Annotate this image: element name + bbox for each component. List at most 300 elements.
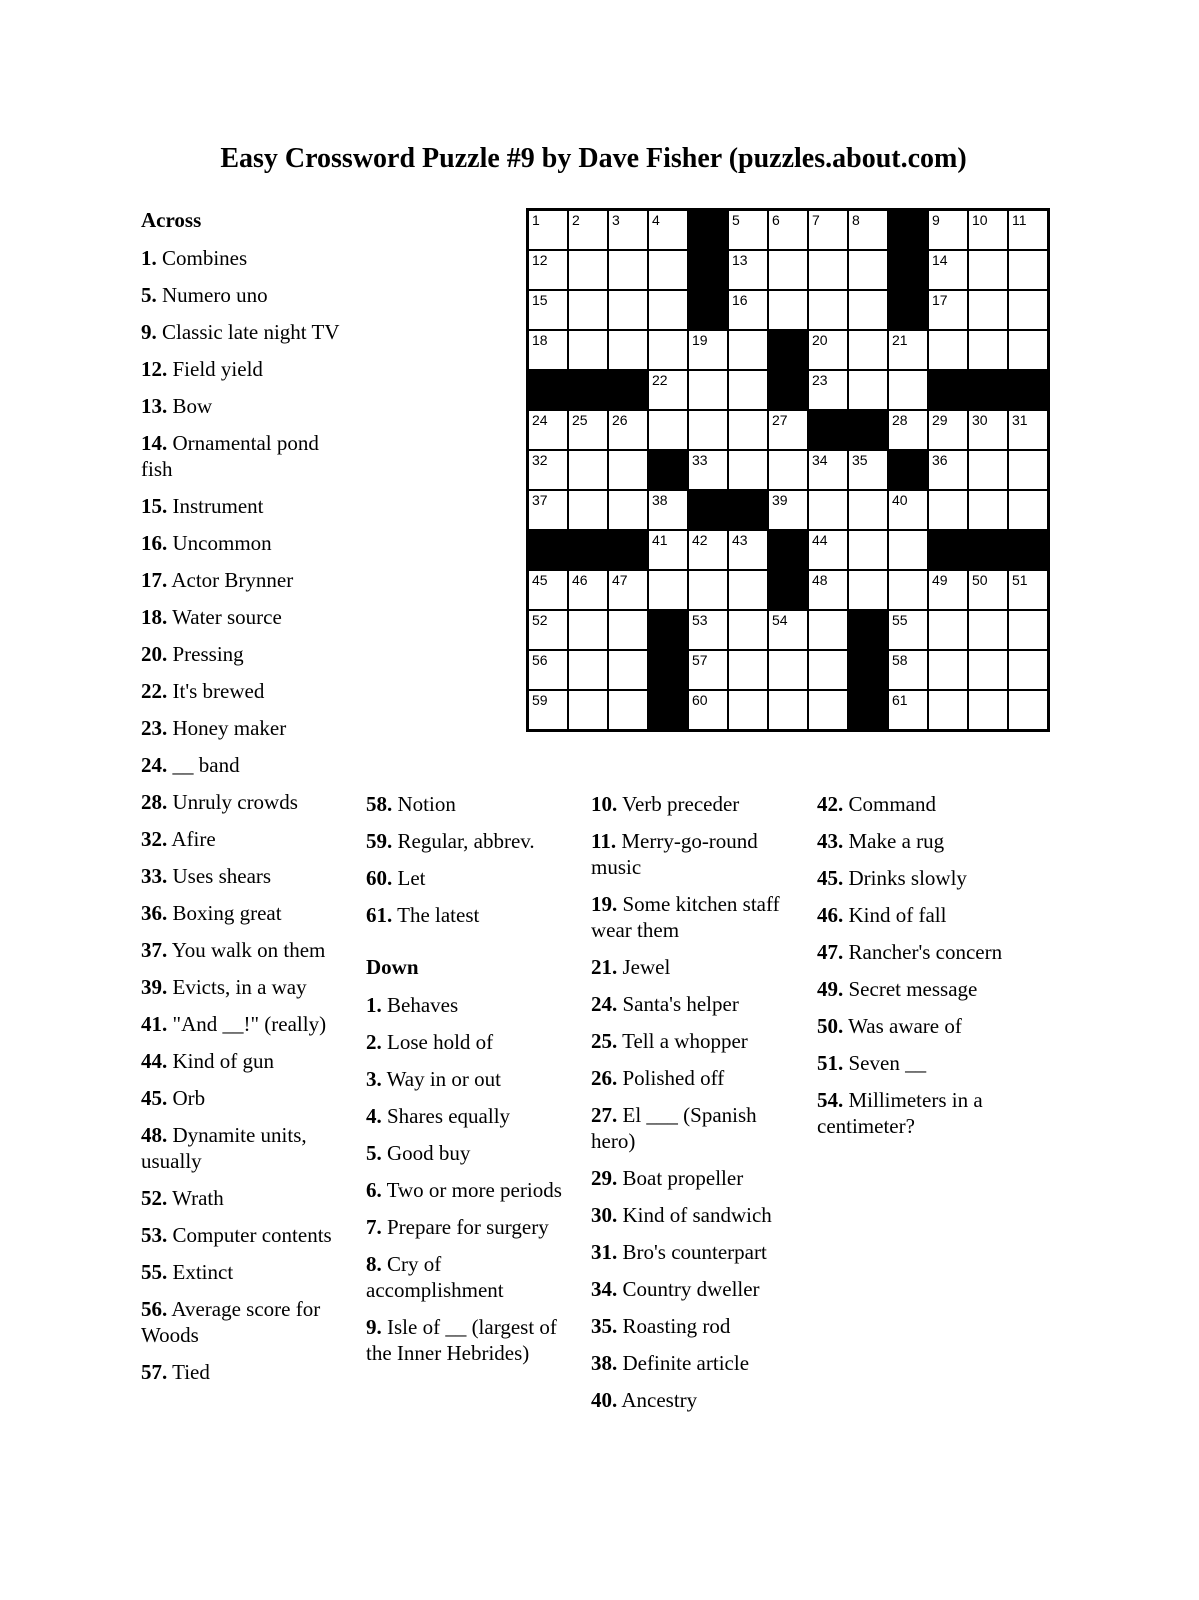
grid-cell-r5c10[interactable] — [888, 370, 928, 410]
cell-number: 25 — [572, 412, 588, 428]
grid-cell-r11c12[interactable] — [968, 610, 1008, 650]
clue-down-26 — [591, 1065, 801, 1091]
cell-number: 13 — [732, 252, 748, 268]
clue-down-30 — [591, 1202, 801, 1228]
clue-text: Kind of sandwich — [617, 1203, 772, 1227]
grid-cell-r5c6[interactable] — [728, 370, 768, 410]
grid-cell-r4c9[interactable] — [848, 330, 888, 370]
grid-black-cell — [528, 530, 568, 570]
grid-cell-r6c11[interactable] — [928, 410, 968, 450]
clue-across-56 — [141, 1296, 353, 1348]
grid-cell-r1c13[interactable] — [1008, 210, 1048, 250]
cell-number: 30 — [972, 412, 988, 428]
grid-cell-r4c6[interactable] — [728, 330, 768, 370]
cell-number: 45 — [532, 572, 548, 588]
grid-cell-r10c11[interactable] — [928, 570, 968, 610]
cell-number: 59 — [532, 692, 548, 708]
grid-cell-r8c10[interactable] — [888, 490, 928, 530]
grid-black-cell — [608, 530, 648, 570]
clue-text: Instrument — [167, 494, 264, 518]
cell-number: 10 — [972, 212, 988, 228]
clue-number: 36. — [141, 901, 168, 925]
clue-down-11 — [591, 828, 801, 880]
clue-number: 22. — [141, 679, 168, 703]
grid-cell-r9c4[interactable] — [648, 530, 688, 570]
grid-cell-r3c4[interactable] — [648, 290, 688, 330]
cell-number: 2 — [572, 212, 580, 228]
grid-cell-r8c13[interactable] — [1008, 490, 1048, 530]
grid-cell-r1c6[interactable] — [728, 210, 768, 250]
clue-number: 19. — [591, 892, 618, 916]
cell-number: 37 — [532, 492, 548, 508]
grid-cell-r8c8[interactable] — [808, 490, 848, 530]
grid-cell-r4c11[interactable] — [928, 330, 968, 370]
grid-cell-r4c12[interactable] — [968, 330, 1008, 370]
grid-cell-r11c6[interactable] — [728, 610, 768, 650]
clue-text: It's brewed — [167, 679, 265, 703]
grid-cell-r4c10[interactable] — [888, 330, 928, 370]
cell-number: 19 — [692, 332, 708, 348]
grid-cell-r3c13[interactable] — [1008, 290, 1048, 330]
clue-number: 10. — [591, 792, 618, 816]
clue-text: Way in or out — [381, 1067, 501, 1091]
clue-text: Ornamental pond fish — [141, 431, 319, 481]
grid-cell-r13c10[interactable] — [888, 690, 928, 730]
grid-black-cell — [1008, 530, 1048, 570]
cell-number: 3 — [612, 212, 620, 228]
grid-cell-r11c2[interactable] — [568, 610, 608, 650]
cell-number: 51 — [1012, 572, 1028, 588]
cell-number: 6 — [772, 212, 780, 228]
grid-cell-r12c11[interactable] — [928, 650, 968, 690]
grid-cell-r7c1[interactable] — [528, 450, 568, 490]
clue-text: Roasting rod — [617, 1314, 731, 1338]
clue-number: 35. — [591, 1314, 618, 1338]
clue-number: 13. — [141, 394, 168, 418]
cell-number: 56 — [532, 652, 548, 668]
clue-text: Evicts, in a way — [167, 975, 307, 999]
grid-cell-r2c8[interactable] — [808, 250, 848, 290]
grid-cell-r12c7[interactable] — [768, 650, 808, 690]
grid-cell-r3c11[interactable] — [928, 290, 968, 330]
clue-number: 21. — [591, 955, 618, 979]
clue-down-2 — [366, 1029, 568, 1055]
grid-cell-r6c5[interactable] — [688, 410, 728, 450]
clue-number: 5. — [141, 283, 157, 307]
grid-cell-r2c1[interactable] — [528, 250, 568, 290]
grid-cell-r1c7[interactable] — [768, 210, 808, 250]
grid-cell-r3c7[interactable] — [768, 290, 808, 330]
cell-number: 28 — [892, 412, 908, 428]
grid-cell-r1c8[interactable] — [808, 210, 848, 250]
cell-number: 18 — [532, 332, 548, 348]
grid-cell-r7c2[interactable] — [568, 450, 608, 490]
grid-cell-r6c3[interactable] — [608, 410, 648, 450]
grid-cell-r4c13[interactable] — [1008, 330, 1048, 370]
clue-text: Country dweller — [617, 1277, 760, 1301]
cell-number: 20 — [812, 332, 828, 348]
grid-cell-r10c10[interactable] — [888, 570, 928, 610]
clue-text: __ band — [167, 753, 240, 777]
cell-number: 33 — [692, 452, 708, 468]
grid-cell-r6c4[interactable] — [648, 410, 688, 450]
clue-text: Definite article — [617, 1351, 750, 1375]
grid-black-cell — [928, 370, 968, 410]
clue-number: 32. — [141, 827, 168, 851]
clue-text: Rancher's concern — [843, 940, 1003, 964]
clue-across-23 — [141, 715, 353, 741]
cell-number: 34 — [812, 452, 828, 468]
grid-cell-r2c7[interactable] — [768, 250, 808, 290]
grid-cell-r6c2[interactable] — [568, 410, 608, 450]
clue-across-52 — [141, 1185, 353, 1211]
grid-black-cell — [728, 490, 768, 530]
clue-down-10 — [591, 791, 801, 817]
grid-cell-r4c3[interactable] — [608, 330, 648, 370]
clue-text: Classic late night TV — [156, 320, 340, 344]
grid-cell-r10c9[interactable] — [848, 570, 888, 610]
clue-text: Jewel — [617, 955, 671, 979]
grid-cell-r3c3[interactable] — [608, 290, 648, 330]
cell-number: 15 — [532, 292, 548, 308]
grid-black-cell — [648, 610, 688, 650]
grid-cell-r7c8[interactable] — [808, 450, 848, 490]
grid-cell-r2c13[interactable] — [1008, 250, 1048, 290]
grid-cell-r12c10[interactable] — [888, 650, 928, 690]
clue-down-35 — [591, 1313, 801, 1339]
clue-number: 49. — [817, 977, 844, 1001]
cell-number: 60 — [692, 692, 708, 708]
clue-text: Pressing — [167, 642, 244, 666]
clue-number: 59. — [366, 829, 393, 853]
grid-cell-r7c5[interactable] — [688, 450, 728, 490]
grid-cell-r7c12[interactable] — [968, 450, 1008, 490]
grid-cell-r4c4[interactable] — [648, 330, 688, 370]
grid-cell-r8c3[interactable] — [608, 490, 648, 530]
clue-down-24 — [591, 991, 801, 1017]
grid-cell-r3c12[interactable] — [968, 290, 1008, 330]
clue-text: Kind of gun — [167, 1049, 274, 1073]
grid-cell-r4c1[interactable] — [528, 330, 568, 370]
crossword-grid — [526, 208, 1050, 732]
clue-text: Some kitchen staff wear them — [591, 892, 780, 942]
clue-number: 9. — [141, 320, 157, 344]
clue-text: Seven __ — [843, 1051, 927, 1075]
clue-number: 12. — [141, 357, 168, 381]
grid-cell-r12c5[interactable] — [688, 650, 728, 690]
grid-cell-r4c8[interactable] — [808, 330, 848, 370]
clue-across-36 — [141, 900, 353, 926]
grid-cell-r3c8[interactable] — [808, 290, 848, 330]
clue-across-53 — [141, 1222, 353, 1248]
grid-cell-r2c6[interactable] — [728, 250, 768, 290]
cell-number: 55 — [892, 612, 908, 628]
clue-text: Isle of __ (largest of the Inner Hebrides) — [366, 1315, 557, 1365]
clue-down-4 — [366, 1103, 568, 1129]
grid-cell-r7c7[interactable] — [768, 450, 808, 490]
cell-number: 17 — [932, 292, 948, 308]
grid-cell-r12c8[interactable] — [808, 650, 848, 690]
grid-cell-r1c11[interactable] — [928, 210, 968, 250]
clue-down-45 — [817, 865, 1017, 891]
clue-number: 43. — [817, 829, 844, 853]
clue-text: Unruly crowds — [167, 790, 298, 814]
grid-cell-r2c2[interactable] — [568, 250, 608, 290]
cell-number: 31 — [1012, 412, 1028, 428]
cell-number: 8 — [852, 212, 860, 228]
grid-cell-r10c2[interactable] — [568, 570, 608, 610]
grid-cell-r8c1[interactable] — [528, 490, 568, 530]
clue-down-8 — [366, 1251, 568, 1303]
grid-cell-r4c5[interactable] — [688, 330, 728, 370]
cell-number: 35 — [852, 452, 868, 468]
clue-number: 40. — [591, 1388, 618, 1412]
clue-across-39 — [141, 974, 353, 1000]
grid-cell-r13c6[interactable] — [728, 690, 768, 730]
grid-cell-r8c2[interactable] — [568, 490, 608, 530]
grid-cell-r6c7[interactable] — [768, 410, 808, 450]
clue-down-29 — [591, 1165, 801, 1191]
grid-black-cell — [688, 210, 728, 250]
grid-cell-r9c8[interactable] — [808, 530, 848, 570]
clue-number: 28. — [141, 790, 168, 814]
cell-number: 52 — [532, 612, 548, 628]
clue-text: Extinct — [167, 1260, 234, 1284]
clue-text: Uncommon — [167, 531, 272, 555]
cell-number: 46 — [572, 572, 588, 588]
clue-down-1 — [366, 992, 568, 1018]
clue-number: 31. — [591, 1240, 618, 1264]
cell-number: 42 — [692, 532, 708, 548]
grid-cell-r9c9[interactable] — [848, 530, 888, 570]
clue-text: Shares equally — [381, 1104, 511, 1128]
grid-cell-r11c3[interactable] — [608, 610, 648, 650]
grid-cell-r13c12[interactable] — [968, 690, 1008, 730]
grid-cell-r2c4[interactable] — [648, 250, 688, 290]
clue-across-55 — [141, 1259, 353, 1285]
grid-cell-r1c3[interactable] — [608, 210, 648, 250]
cell-number: 26 — [612, 412, 628, 428]
clue-number: 34. — [591, 1277, 618, 1301]
grid-cell-r6c13[interactable] — [1008, 410, 1048, 450]
clue-number: 9. — [366, 1315, 382, 1339]
grid-black-cell — [688, 250, 728, 290]
grid-cell-r11c5[interactable] — [688, 610, 728, 650]
clue-text: Combines — [156, 246, 248, 270]
grid-cell-r10c12[interactable] — [968, 570, 1008, 610]
grid-black-cell — [888, 290, 928, 330]
grid-cell-r8c7[interactable] — [768, 490, 808, 530]
clue-number: 16. — [141, 531, 168, 555]
clue-number: 7. — [366, 1215, 382, 1239]
grid-cell-r13c5[interactable] — [688, 690, 728, 730]
clue-number: 53. — [141, 1223, 168, 1247]
grid-black-cell — [528, 370, 568, 410]
grid-cell-r11c1[interactable] — [528, 610, 568, 650]
grid-cell-r13c1[interactable] — [528, 690, 568, 730]
grid-cell-r13c11[interactable] — [928, 690, 968, 730]
grid-cell-r10c1[interactable] — [528, 570, 568, 610]
grid-cell-r12c1[interactable] — [528, 650, 568, 690]
grid-cell-r13c2[interactable] — [568, 690, 608, 730]
grid-cell-r10c6[interactable] — [728, 570, 768, 610]
grid-cell-r3c2[interactable] — [568, 290, 608, 330]
grid-cell-r8c12[interactable] — [968, 490, 1008, 530]
cell-number: 38 — [652, 492, 668, 508]
grid-cell-r9c6[interactable] — [728, 530, 768, 570]
grid-cell-r12c13[interactable] — [1008, 650, 1048, 690]
grid-black-cell — [928, 530, 968, 570]
grid-cell-r13c3[interactable] — [608, 690, 648, 730]
grid-cell-r4c2[interactable] — [568, 330, 608, 370]
clue-down-50 — [817, 1013, 1017, 1039]
clue-text: Santa's helper — [617, 992, 739, 1016]
clue-number: 60. — [366, 866, 393, 890]
grid-black-cell — [648, 450, 688, 490]
clue-down-19 — [591, 891, 801, 943]
grid-black-cell — [648, 650, 688, 690]
cell-number: 53 — [692, 612, 708, 628]
grid-cell-r1c2[interactable] — [568, 210, 608, 250]
grid-cell-r2c3[interactable] — [608, 250, 648, 290]
grid-cell-r7c13[interactable] — [1008, 450, 1048, 490]
clue-down-49 — [817, 976, 1017, 1002]
clue-text: Millimeters in a centimeter? — [817, 1088, 983, 1138]
grid-cell-r1c1[interactable] — [528, 210, 568, 250]
grid-cell-r10c8[interactable] — [808, 570, 848, 610]
clue-text: Regular, abbrev. — [392, 829, 535, 853]
grid-cell-r7c6[interactable] — [728, 450, 768, 490]
grid-cell-r5c5[interactable] — [688, 370, 728, 410]
clue-number: 18. — [141, 605, 168, 629]
grid-cell-r2c9[interactable] — [848, 250, 888, 290]
clue-number: 42. — [817, 792, 844, 816]
cell-number: 36 — [932, 452, 948, 468]
clue-number: 2. — [366, 1030, 382, 1054]
clue-number: 5. — [366, 1141, 382, 1165]
cell-number: 27 — [772, 412, 788, 428]
grid-cell-r9c10[interactable] — [888, 530, 928, 570]
clue-text: Honey maker — [167, 716, 287, 740]
cell-number: 54 — [772, 612, 788, 628]
cell-number: 24 — [532, 412, 548, 428]
clue-text: Notion — [392, 792, 456, 816]
grid-cell-r13c8[interactable] — [808, 690, 848, 730]
clue-number: 41. — [141, 1012, 168, 1036]
grid-cell-r12c12[interactable] — [968, 650, 1008, 690]
grid-cell-r13c13[interactable] — [1008, 690, 1048, 730]
clue-down-51 — [817, 1050, 1017, 1076]
grid-cell-r8c11[interactable] — [928, 490, 968, 530]
clue-number: 17. — [141, 568, 168, 592]
clue-number: 1. — [366, 993, 382, 1017]
grid-cell-r6c10[interactable] — [888, 410, 928, 450]
grid-cell-r10c13[interactable] — [1008, 570, 1048, 610]
grid-cell-r5c8[interactable] — [808, 370, 848, 410]
grid-cell-r11c7[interactable] — [768, 610, 808, 650]
grid-cell-r11c8[interactable] — [808, 610, 848, 650]
clue-number: 45. — [141, 1086, 168, 1110]
grid-cell-r1c9[interactable] — [848, 210, 888, 250]
grid-cell-r2c12[interactable] — [968, 250, 1008, 290]
grid-cell-r3c9[interactable] — [848, 290, 888, 330]
grid-cell-r8c4[interactable] — [648, 490, 688, 530]
grid-cell-r3c1[interactable] — [528, 290, 568, 330]
clue-number: 11. — [591, 829, 617, 853]
grid-cell-r13c7[interactable] — [768, 690, 808, 730]
clue-text: Orb — [167, 1086, 206, 1110]
clue-across-24 — [141, 752, 353, 778]
clue-text: Field yield — [167, 357, 263, 381]
grid-cell-r7c3[interactable] — [608, 450, 648, 490]
clue-number: 45. — [817, 866, 844, 890]
grid-cell-r12c6[interactable] — [728, 650, 768, 690]
clue-text: Computer contents — [167, 1223, 332, 1247]
grid-cell-r3c6[interactable] — [728, 290, 768, 330]
clue-number: 50. — [817, 1014, 844, 1038]
grid-cell-r8c9[interactable] — [848, 490, 888, 530]
grid-cell-r12c2[interactable] — [568, 650, 608, 690]
grid-black-cell — [848, 690, 888, 730]
clue-down-40 — [591, 1387, 801, 1413]
clue-across-41 — [141, 1011, 353, 1037]
clue-number: 25. — [591, 1029, 618, 1053]
clue-number: 20. — [141, 642, 168, 666]
clue-text: Two or more periods — [381, 1178, 562, 1202]
grid-cell-r5c4[interactable] — [648, 370, 688, 410]
grid-cell-r9c5[interactable] — [688, 530, 728, 570]
clue-down-25 — [591, 1028, 801, 1054]
grid-cell-r12c3[interactable] — [608, 650, 648, 690]
clue-across-13 — [141, 393, 353, 419]
cell-number: 39 — [772, 492, 788, 508]
grid-black-cell — [648, 690, 688, 730]
grid-cell-r6c12[interactable] — [968, 410, 1008, 450]
grid-black-cell — [608, 370, 648, 410]
grid-cell-r1c4[interactable] — [648, 210, 688, 250]
grid-cell-r10c3[interactable] — [608, 570, 648, 610]
grid-cell-r5c9[interactable] — [848, 370, 888, 410]
grid-cell-r11c13[interactable] — [1008, 610, 1048, 650]
clue-text: Tied — [167, 1360, 210, 1384]
clue-down-46 — [817, 902, 1017, 928]
grid-cell-r11c11[interactable] — [928, 610, 968, 650]
grid-cell-r10c5[interactable] — [688, 570, 728, 610]
grid-cell-r7c9[interactable] — [848, 450, 888, 490]
cell-number: 29 — [932, 412, 948, 428]
grid-cell-r11c10[interactable] — [888, 610, 928, 650]
cell-number: 22 — [652, 372, 668, 388]
clue-down-7 — [366, 1214, 568, 1240]
cell-number: 49 — [932, 572, 948, 588]
grid-cell-r6c1[interactable] — [528, 410, 568, 450]
grid-cell-r6c6[interactable] — [728, 410, 768, 450]
clue-number: 8. — [366, 1252, 382, 1276]
grid-cell-r1c12[interactable] — [968, 210, 1008, 250]
grid-cell-r10c4[interactable] — [648, 570, 688, 610]
grid-black-cell — [768, 570, 808, 610]
grid-black-cell — [568, 530, 608, 570]
clue-text: You walk on them — [167, 938, 326, 962]
grid-cell-r2c11[interactable] — [928, 250, 968, 290]
clue-number: 4. — [366, 1104, 382, 1128]
clue-number: 29. — [591, 1166, 618, 1190]
grid-cell-r7c11[interactable] — [928, 450, 968, 490]
clue-text: Boat propeller — [617, 1166, 744, 1190]
clue-text: Uses shears — [167, 864, 272, 888]
clue-number: 1. — [141, 246, 157, 270]
across-clues-column — [141, 207, 353, 1396]
